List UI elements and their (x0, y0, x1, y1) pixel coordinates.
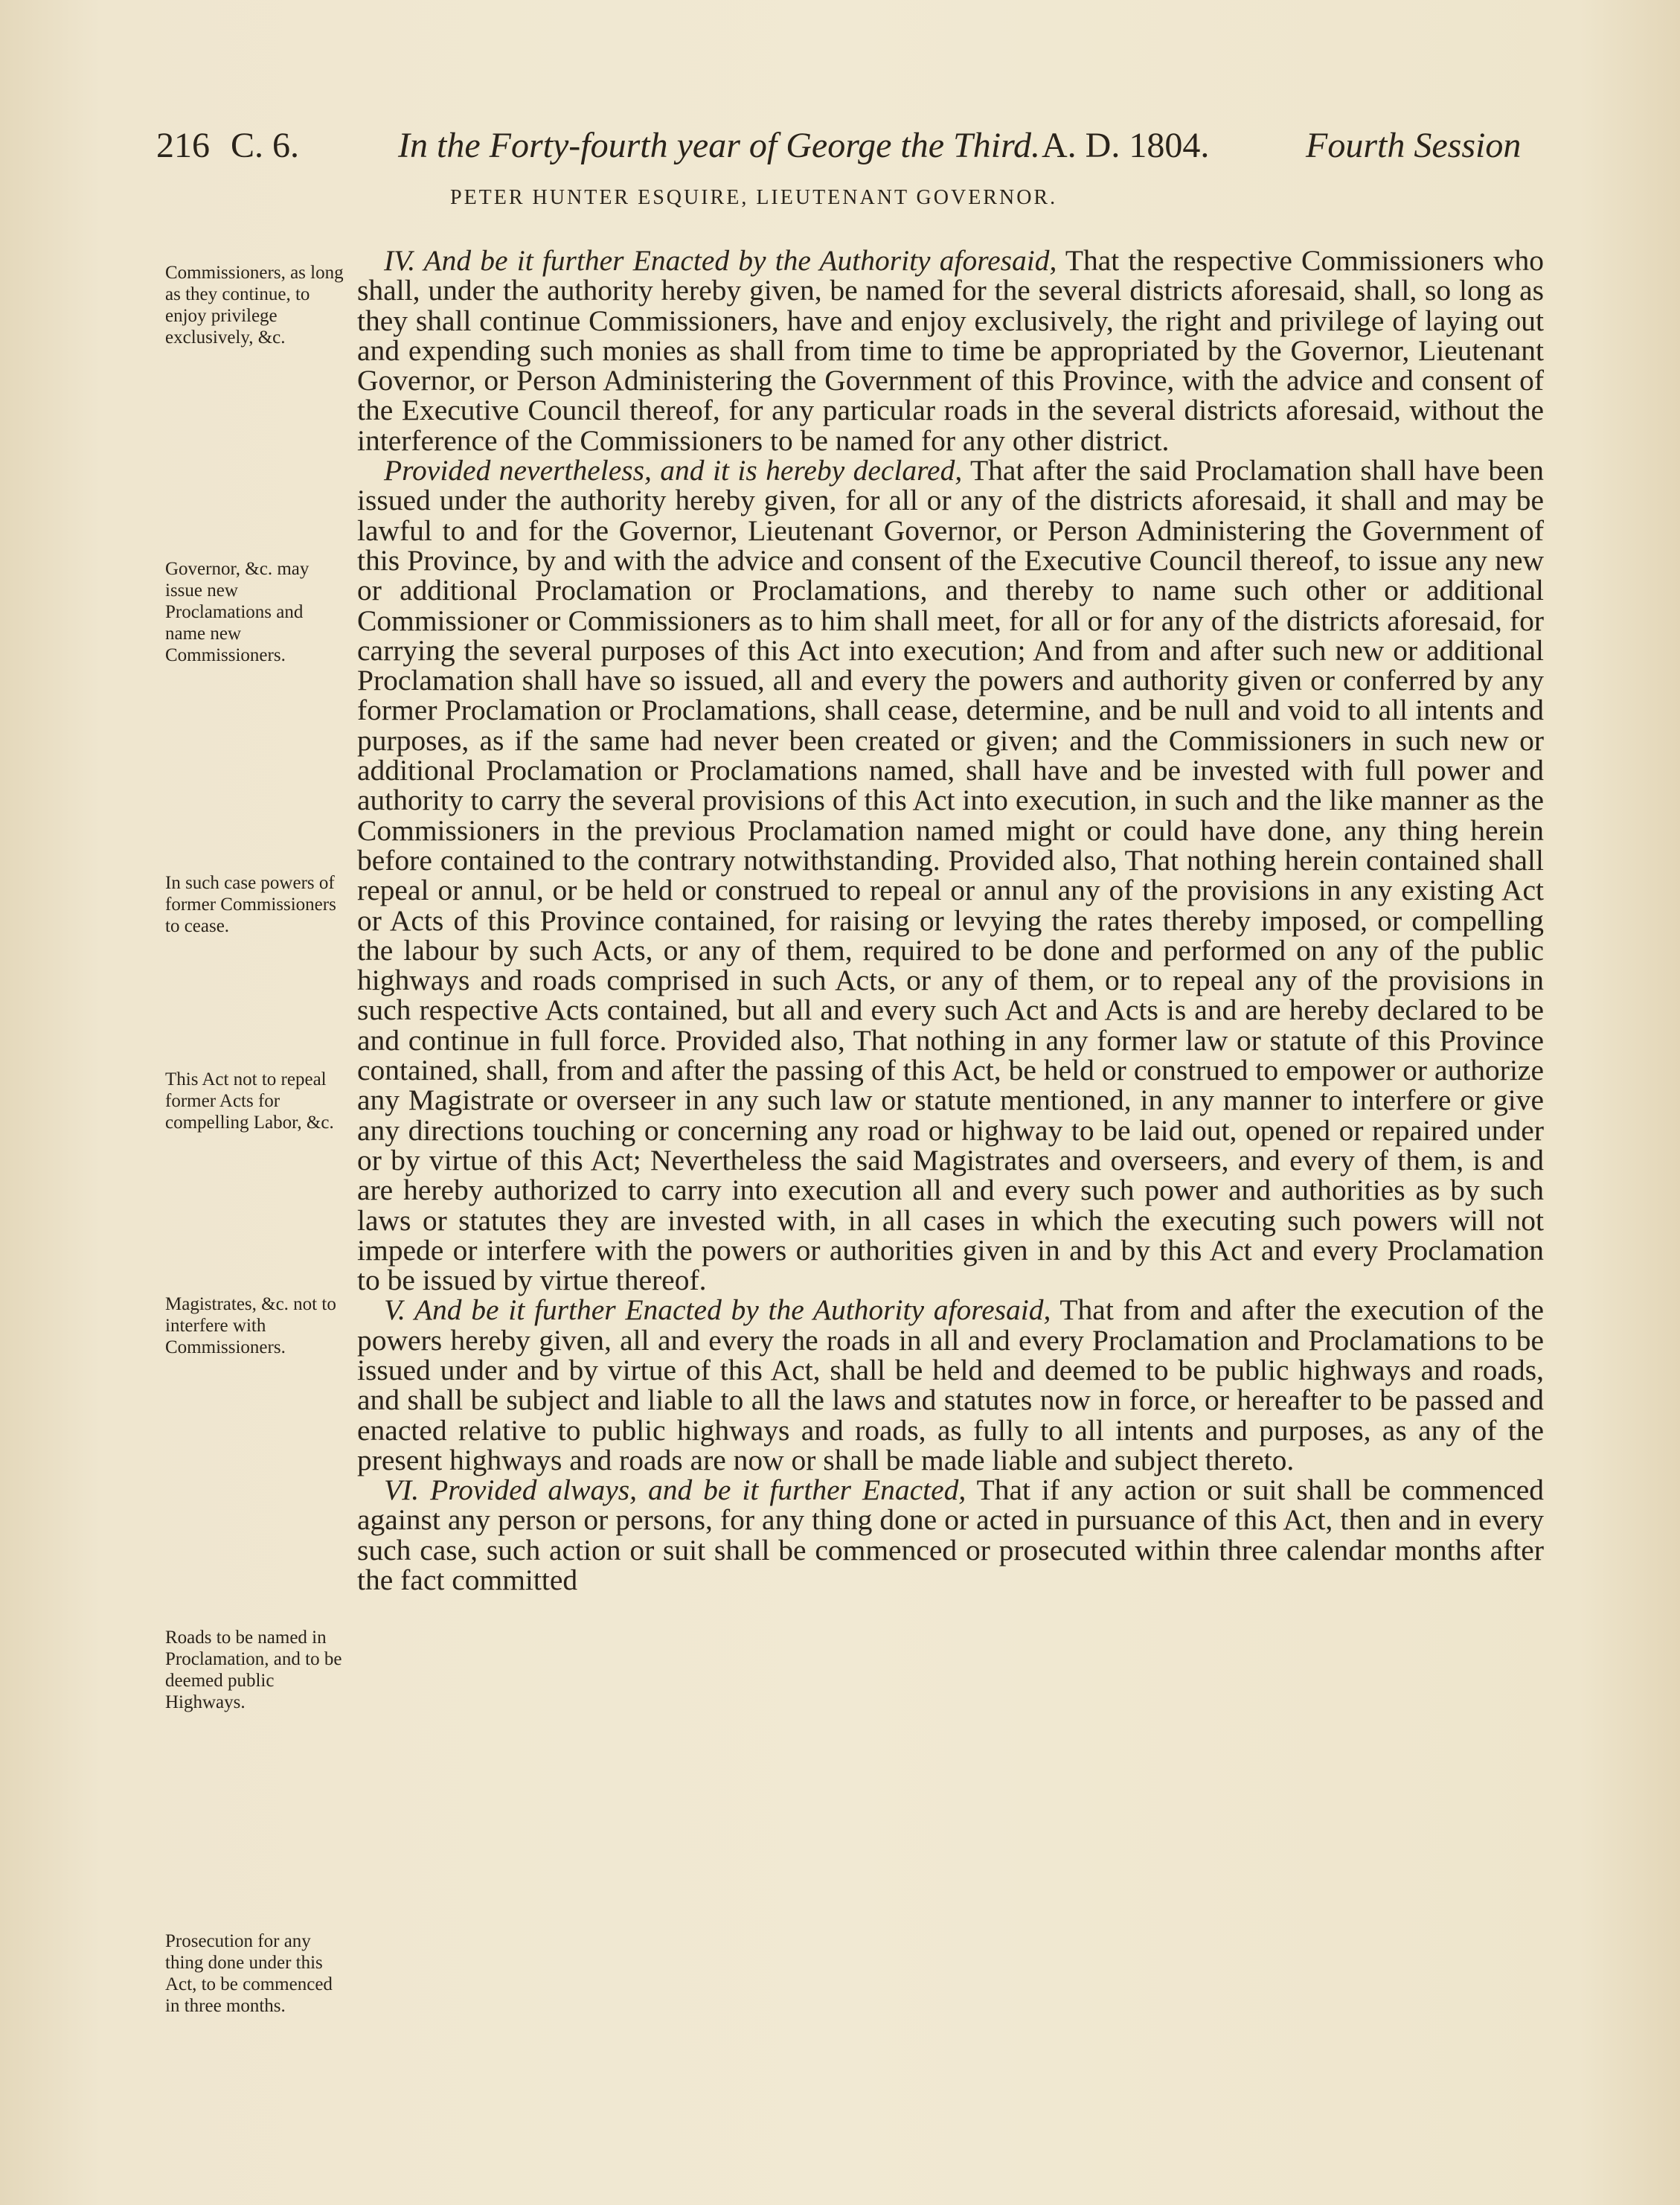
paragraph-text: That if any action or suit shall be commenced against any person or persons, for any thing done or acted in pursuance of this Act, then and in every such case, such action or suit shall be commenced or prosecuted within three calendar months after the fact committed (357, 1473, 1544, 1597)
paragraph (357, 1475, 1544, 1595)
paragraph (357, 455, 1544, 1295)
paragraph-text: That from and after the execution of the powers hereby given, all and every the roads in all and every Proclamation and Proclamations to be issued under and by virtue of this Act, shall be held and deemed to be public highways and roads, and shall be subject and liable to all the laws and statutes now in force, or hereafter to be passed and enacted relative to public highways and roads, as fully to all intents and purposes, as any of the present highways and roads are now or shall be made liable and subject thereto. (357, 1293, 1544, 1476)
enacting-clause: Provided nevertheless, and it is hereby declared, (384, 454, 963, 487)
enacting-clause: IV. And be it further Enacted by the Authority aforesaid, (384, 244, 1057, 277)
margin-note: Governor, &c. may issue new Proclamations and name new Commissioners. (165, 559, 310, 665)
margin-note: In such case powers of former Commissioners to cease. (165, 873, 336, 936)
margin-note: Commissioners, as long as they continue, to enjoy privilege exclusively, &c. (165, 263, 344, 348)
enacting-clause: VI. Provided always, and be it further Enacted, (384, 1473, 966, 1507)
margin-note: Magistrates, &c. not to interfere with Commissioners. (165, 1294, 336, 1357)
session: Fourth Session (1306, 126, 1522, 165)
paragraph (357, 1295, 1544, 1475)
paragraph-text: That after the said Proclamation shall have been issued under the authority hereby given, for all or any of the districts aforesaid, it shall and may be lawful to and for the Governor, Lieutenant Governor, or Person Administering the Government of this Province, by and with the advice and consent of the Executive Council thereof, to issue any new or additional Proclamation or Proclamations, and thereby to name such other or additional Commissioner or Commissioners as to him shall meet, for all or for any of the districts aforesaid, for carrying the several purposes of this Act into execution; And from and after such new or additional Proclamation shall have so issued, all and every the powers and authority given or conferred by any former Proclamation or Proclamations, shall cease, determine, and be null and void to all intents and purposes, as if the same had never been created or given; and the Commissioners in such new or additional Proclamation or Proclamations named, shall have and be invested with full power and authority to carry the several provisions of this Act into execution, in such and the like manner as the Commissioners in the previous Proclamation named might or could have done, any thing herein before contained to the contrary notwithstanding. Provided also, That nothing herein contained shall repeal or annul, or be held or construed to repeal or annul any of the provisions in any existing Act or Acts of this Province contained, for raising or levying the rates thereby imposed, or compelling the labour by such Acts, or any of them, required to be done and performed on any of the public highways and roads comprised in such Acts, or any of them, or to repeal any of the provisions in such respective Acts contained, but all and every such Act and Acts is and are hereby declared to be and continue in full force. Provided also, That nothing in any former law or statute of this Province contained, shall, from and after the passing of this Act, be held or construed to empower or authorize any Magistrate or overseer in any such law or statute mentioned, in any manner to interfere or give any directions touching or concerning any road or highway to be laid out, opened or repaired under or by virtue of this Act; Nevertheless the said Magistrates and overseers, and every of them, is and are hereby authorized to carry into execution all and every such power and authorities as by such laws or statutes they are invested with, in all cases in which the executing such powers will not impede or interfere with the powers or authorities given in and by this Act and every Proclamation to be issued by virtue thereof. (357, 454, 1544, 1297)
margin-note: Prosecution for any thing done under this Act, to be commenced in three months. (165, 1931, 333, 2016)
page-number: 216 (156, 126, 210, 165)
margin-note: Roads to be named in Proclamation, and to be deemed public Highways. (165, 1628, 342, 1712)
reign-title: In the Forty-fourth year of George the Third. (398, 126, 1040, 165)
act-body (357, 246, 1544, 1595)
margin-note: This Act not to repeal former Acts for compelling Labor, &c. (165, 1069, 334, 1133)
governor-subheader: PETER HUNTER ESQUIRE, LIEUTENANT GOVERNOR. (450, 186, 1058, 209)
year: A. D. 1804. (1042, 126, 1210, 165)
paragraph-text: That the respective Commissioners who shall, under the authority hereby given, be named for the several districts aforesaid, shall, so long as they shall continue Commissioners, have and enjoy exclusively, the right and privilege of laying out and expending such monies as shall from time to time be appropriated by the Governor, Lieutenant Governor, or Person Administering the Government of this Province, with the advice and consent of the Executive Council thereof, for any particular roads in the several districts aforesaid, without the interference of the Commissioners to be named for any other district. (357, 244, 1544, 457)
enacting-clause: V. And be it further Enacted by the Authority aforesaid, (384, 1293, 1051, 1327)
running-header (156, 125, 1525, 185)
paragraph (357, 246, 1544, 455)
chapter-number: C. 6. (231, 126, 300, 165)
